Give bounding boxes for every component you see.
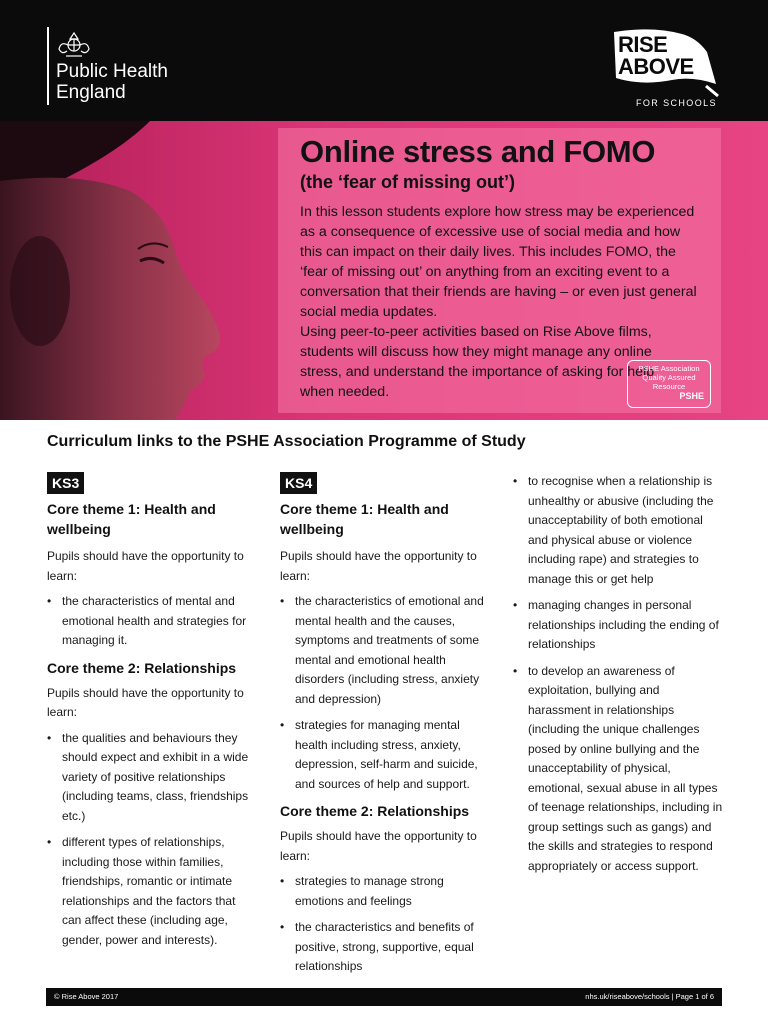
theme-intro: Pupils should have the opportunity to learn: [280, 829, 477, 863]
page-footer [46, 988, 722, 1006]
bullet-list [47, 592, 257, 651]
theme-intro: Pupils should have the opportunity to learn: [47, 685, 244, 719]
page-header [0, 0, 768, 121]
list-item: • the qualities and behaviours they should expect and exhibit in a wide variety of positive relationships (including teams, class, friendships etc.) [47, 729, 257, 827]
rise-word: RISE [618, 32, 668, 57]
list-item: • the characteristics of emotional and mental health and the causes, symptoms and treatments of some mental and emotional health disorders (including stress, anxiety and depression) [280, 592, 494, 709]
url-page-number: nhs.uk/riseabove/schools | Page 1 of 6 [585, 992, 714, 1001]
lesson-description: In this lesson students explore how stress may be experienced as a consequence of excessive use of social media and how this can impact on their daily lives. This includes FOMO, the ‘fear of missing out’ on anything from an exciting event to a conversation that their friends are having – or even just general social media updates. [300, 204, 697, 320]
core-theme-title: Core theme 1: Health and wellbeing [280, 501, 449, 537]
core-theme-title: Core theme 1: Health and wellbeing [47, 501, 216, 537]
ks4-label: KS4 [280, 472, 317, 494]
above-word: ABOVE [618, 54, 694, 79]
list-item: • managing changes in personal relationships including the ending of relationships [513, 596, 723, 655]
ks3-column [47, 472, 257, 957]
copyright: © Rise Above 2017 [54, 992, 119, 1001]
royal-crest-icon [56, 29, 92, 59]
pshe-quality-badge [627, 360, 711, 408]
badge-line: Resource [652, 382, 686, 391]
badge-line: Quality Assured [642, 373, 696, 382]
list-item: • different types of relationships, including those within families, friendships, romantic or intimate relationships and the factors that can affect these (including age, gender, power and interests). [47, 833, 257, 950]
curriculum-heading: Curriculum links to the PSHE Association Programme of Study [47, 433, 526, 450]
pshe-mark: PSHE [679, 391, 704, 401]
core-theme-title: Core theme 2: Relationships [280, 803, 470, 819]
badge-line: PSHE Association [638, 364, 700, 373]
ks4-column [280, 472, 494, 984]
ks3-label: KS3 [47, 472, 84, 494]
list-item: • the characteristics and benefits of positive, strong, supportive, equal relationships [280, 918, 494, 977]
bullet-list [47, 729, 257, 951]
hero-banner [0, 121, 768, 420]
bullet-list [513, 472, 723, 876]
list-item: • strategies to manage strong emotions and feelings [280, 872, 494, 911]
list-item: • to develop an awareness of exploitation, bullying and harassment in relationships (including the unique challenges posed by online bullying and the unacceptability of physical, emotional, sexual abuse in all types of teenage relationships, including in group settings such as gangs) and the skills and strategies to respond appropriately or access support. [513, 662, 723, 877]
page-title: Online stress and FOMO [300, 134, 656, 169]
page-subtitle: (the ‘fear of missing out’) [300, 172, 516, 192]
theme-intro: Pupils should have the opportunity to learn: [47, 549, 244, 583]
org-name: Public Health England [56, 61, 168, 103]
rise-above-logo [612, 28, 722, 118]
hero-photo [0, 121, 320, 420]
ks4-continued-column [513, 472, 723, 883]
for-schools-tagline: FOR SCHOOLS [636, 98, 717, 108]
bullet-list [280, 592, 494, 794]
list-item: • to recognise when a relationship is unhealthy or abusive (including the unacceptability of both emotional and physical abuse or violence including rape) and strategies to manage this or get help [513, 472, 723, 589]
bullet-list [280, 872, 494, 977]
lesson-activities: Using peer-to-peer activities based on Rise Above films, students will discuss how they might manage any online stress, and understand the importance of asking for help when needed. [300, 324, 655, 400]
list-item: • strategies for managing mental health including stress, anxiety, depression, self-harm and suicide, and sources of help and support. [280, 716, 494, 794]
list-item: • the characteristics of mental and emotional health and strategies for managing it. [47, 592, 257, 651]
theme-intro: Pupils should have the opportunity to learn: [280, 549, 477, 583]
core-theme-title: Core theme 2: Relationships [47, 659, 237, 676]
logo-divider [47, 27, 49, 105]
